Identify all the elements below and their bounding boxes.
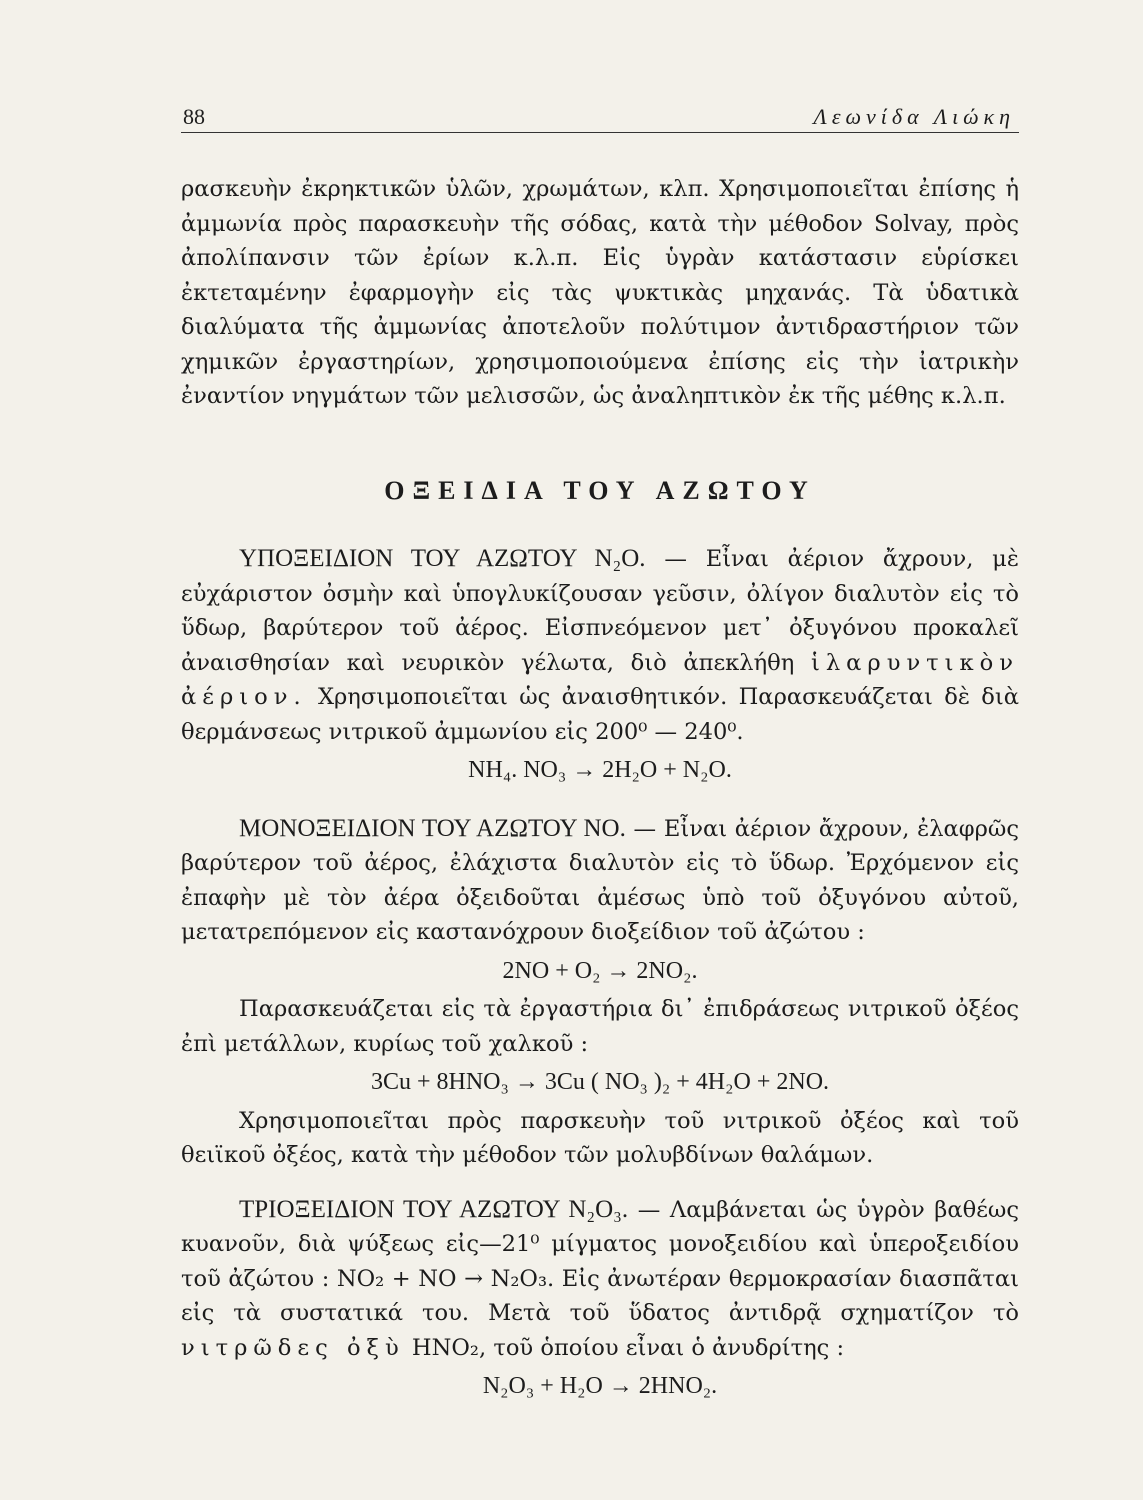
page-number: 88 — [183, 104, 205, 129]
no-heading: ΜΟΝΟΞΕΙΔΙΟΝ ΤΟΥ ΑΖΩΤΟΥ NO. — [239, 814, 626, 842]
page-body — [181, 172, 1019, 1408]
n2o3-heading: ΤΡΙΟΞΕΙΔΙΟΝ ΤΟΥ ΑΖΩΤΟΥ N₂O₃. — [239, 1195, 629, 1223]
paragraph-n2o — [181, 542, 1019, 749]
n2o-emphasis: ἱλαρυντικὸν ἀέριον. — [181, 649, 1019, 710]
paragraph-no-preparation: Παρασκευάζεται εἰς τὰ ἐργαστήρια δι᾿ ἐπιδράσεως νιτρικοῦ ὀξέος ἐπὶ μετάλλων, κυρίως τοῦ χαλκοῦ : — [181, 996, 1019, 1057]
paragraph-no — [181, 812, 1019, 950]
equation-copper-nitric: 3Cu + 8HNO₃ → 3Cu ( NO₃ )₂ + 4H₂O + 2NO. — [370, 1069, 830, 1095]
section-title: ΟΞΕΙΔΙΑ ΤΟΥ ΑΖΩΤΟΥ — [384, 475, 816, 505]
n2o-text-2: Χρησιμοποιεῖται ὡς ἀναισθητικόν. Παρασκευάζεται δὲ διὰ θερμάνσεως νιτρικοῦ ἀμμωνίου εἰς 200⁰ — 240⁰. — [181, 684, 1019, 745]
n2o3-emphasis: νιτρῶδες ὀξὺ — [181, 1334, 405, 1361]
paragraph-ammonia-uses: ρασκευὴν ἐκρηκτικῶν ὑλῶν, χρωμάτων, κλπ. Χρησιμοποιεῖται ἐπίσης ἡ ἀμμωνία πρὸς παρασκευὴν τῆς σόδας, κατὰ τὴν μέθοδον Solvay, πρὸς ἀπολίπανσιν τῶν ἐρίων κ.λ.π. Εἰς ὑγρὰν κατάστασιν εὑρίσκει ἐκτεταμένην ἐφαρμογὴν εἰς τὰς ψυκτικὰς μηχανάς. Τὰ ὑδατικὰ διαλύματα τῆς ἀμμωνίας ἀποτελοῦν πολύτιμον ἀντιδραστήριον τῶν χημικῶν ἐργαστηρίων, χρησιμοποιούμενα ἐπίσης εἰς τὴν ἰατρικὴν ἐναντίον νηγμάτων τῶν μελισσῶν, ὡς ἀναληπτικὸν ἐκ τῆς μέθης κ.λ.π. — [181, 176, 1019, 409]
header-rule — [181, 132, 1019, 133]
equation-n2o3: N₂O₃ + H₂O → 2HNO₂. — [482, 1373, 718, 1399]
n2o3-text-2: HNO₂, τοῦ ὁποίου εἶναι ὁ ἀνυδρίτης : — [404, 1334, 845, 1361]
n2o-text-1: — Εἶναι ἀέριον ἄχρουν, μὲ εὐχάριστον ὀσμὴν καὶ ὑπογλυκίζουσαν γεῦσιν, ὀλίγον διαλυτὸν εἰς τὸ ὕδωρ, βαρύτερον τοῦ ἀέρος. Εἰσπνεόμενον μετ᾿ ὀξυγόνου προκαλεῖ ἀναισθησίαν καὶ νευρικὸν γέλωτα, διὸ ἀπεκλήθη — [181, 546, 1019, 676]
equation-no-oxidation: 2NO + O₂ → 2NO₂. — [502, 957, 698, 984]
equation-n2o: NH₄. NO₃ → 2H₂O + N₂O. — [468, 757, 732, 783]
paragraph-n2o3 — [181, 1193, 1019, 1366]
paragraph-no-use: Χρησιμοποιεῖται πρὸς παρσκευὴν τοῦ νιτρικοῦ ὀξέος καὶ τοῦ θειϊκοῦ ὀξέος, κατὰ τὴν μέθοδον τῶν μολυβδίνων θαλάμων. — [181, 1107, 1019, 1168]
page-header — [183, 104, 1015, 130]
no-text: — Εἶναι ἀέριον ἄχρουν, ἐλαφρῶς βαρύτερον τοῦ ἀέρος, ἐλάχιστα διαλυτὸν εἰς τὸ ὕδωρ. Ἐρχόμενον εἰς ἐπαφὴν μὲ τὸν ἀέρα ὀξειδοῦται ἀμέσως ὑπὸ τοῦ ὀξυγόνου αὐτοῦ, μετατρεπόμενον εἰς καστανόχρουν διοξείδιον τοῦ ἀζώτου : — [181, 815, 1019, 945]
running-title: Λεωνίδα Λιώκη — [813, 104, 1015, 129]
n2o3-text-1: — Λαμβάνεται ὡς ὑγρὸν βαθέως κυανοῦν, διὰ ψύξεως εἰς—21⁰ μίγματος μονοξειδίου καὶ ὑπεροξειδίου τοῦ ἀζώτου : NO₂ + NO → N₂O₃. Εἰς ἀνωτέραν θερμοκρασίαν διασπᾶται εἰς τὰ συστατικά του. Μετὰ τοῦ ὕδατος ἀντιδρᾷ σχηματίζον τὸ — [181, 1196, 1019, 1326]
n2o-heading: ΥΠΟΞΕΙΔΙΟΝ ΤΟΥ ΑΖΩΤΟΥ N₂O. — [239, 545, 646, 572]
